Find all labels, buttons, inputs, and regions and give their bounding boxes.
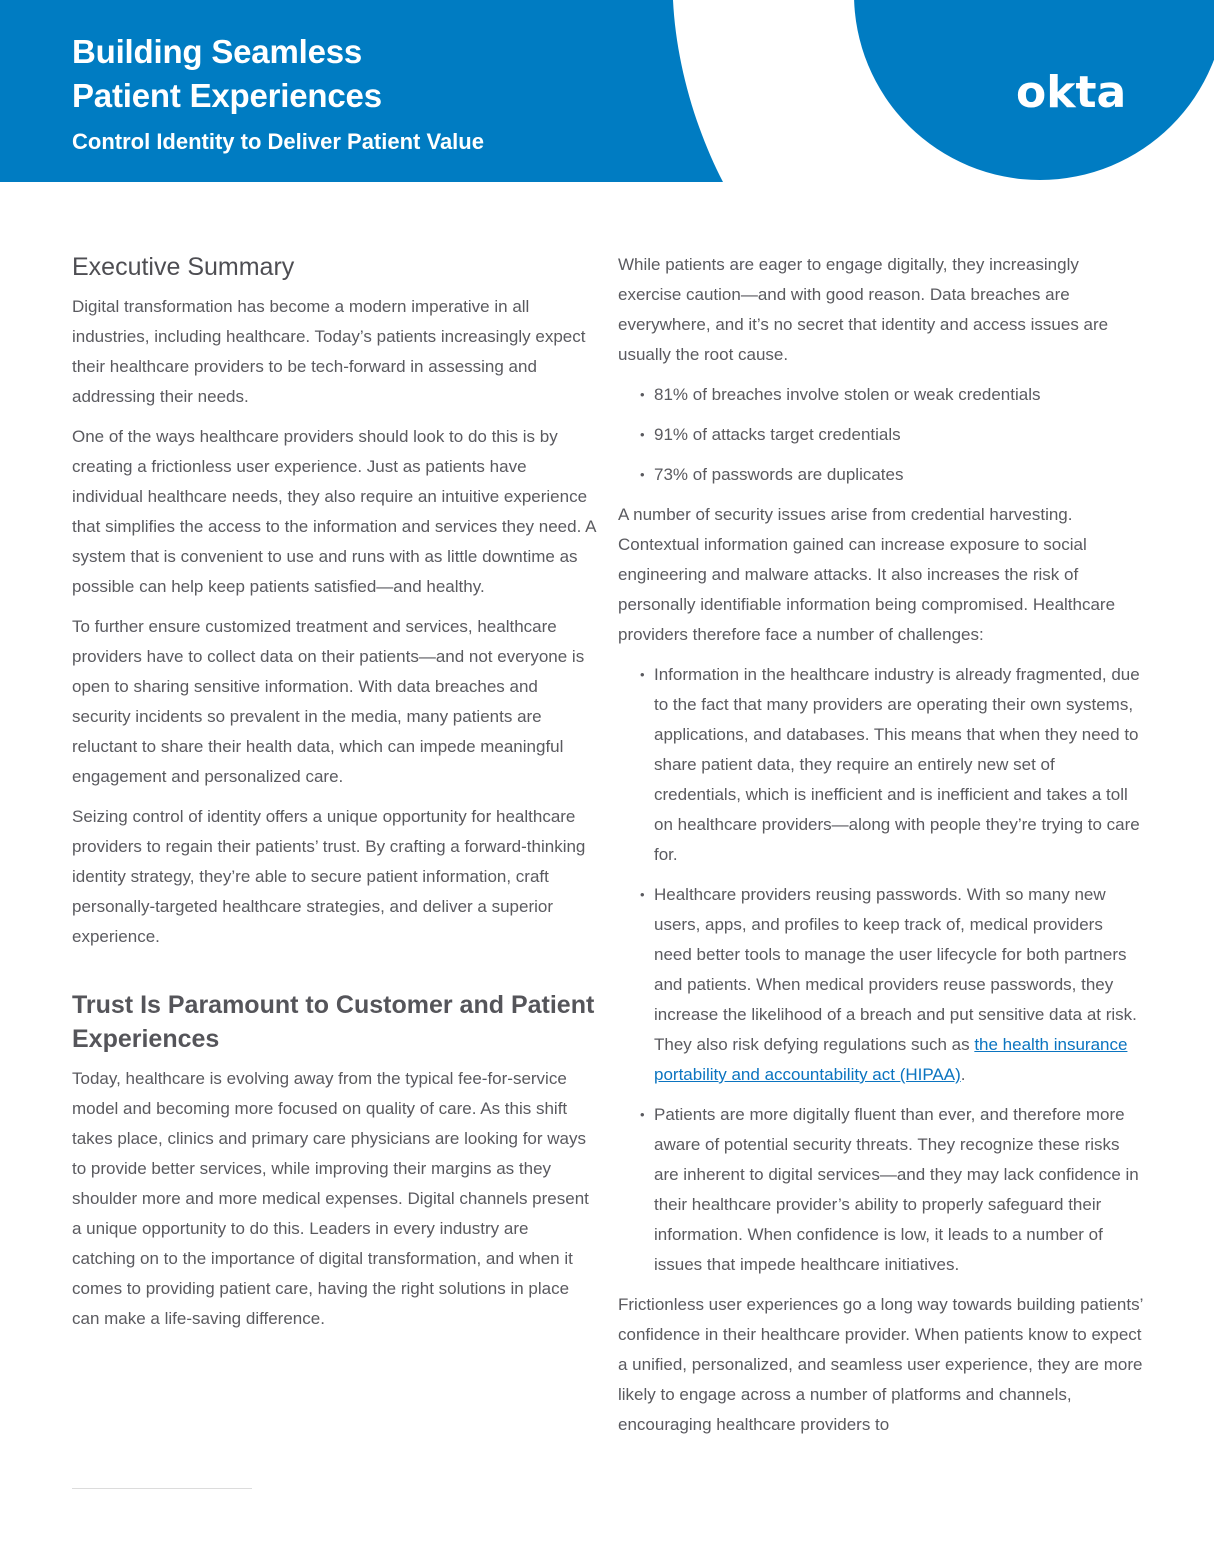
right-column [618,250,1144,1450]
okta-logo: okta [1016,67,1127,118]
document-title [72,30,484,118]
title-line-2: Patient Experiences [72,77,382,114]
challenge-text: Information in the healthcare industry is already fragmented, due to the fact that many providers are operating their own systems, applications, and databases. This means that when they need to share patient data, they require an entirely new set of credentials, which is inefficient and is inefficient and takes a toll on healthcare providers—along with people they’re trying to care for. [654,665,1140,864]
challenges-list [640,660,1144,1280]
challenge-text-end: . [960,1065,966,1084]
executive-summary-heading: Executive Summary [72,253,295,281]
left-column [72,250,596,1344]
stat-item: • 91% of attacks target credentials [640,420,1144,450]
trust-heading: Trust Is Paramount to Customer and Patient Experiences [72,991,595,1053]
hipaa-link[interactable]: the health insurance portability and accountability act (HIPAA) [654,1035,1128,1084]
footnote-divider [72,1488,252,1489]
intro-paragraph: While patients are eager to engage digitally, they increasingly exercise caution—and with good reason. Data breaches are everywhere, and it’s no secret that identity and access issues are usually the root cause. [618,255,1109,364]
paragraph: Digital transformation has become a modern imperative in all industries, including healthcare. Today’s patients increasingly expect their healthcare providers to be tech-forward in assessing and addressing their needs. [72,297,586,406]
paragraph: Seizing control of identity offers a unique opportunity for healthcare providers to regain their patients’ trust. By crafting a forward-thinking identity strategy, they’re able to secure patient information, craft personally-targeted healthcare strategies, and deliver a superior experience. [72,807,586,946]
challenge-item [640,880,1144,1090]
closing-paragraph: Frictionless user experiences go a long way towards building patients’ confidence in their healthcare provider. When patients know to expect a unified, personalized, and seamless user experience, they are more likely to engage across a number of platforms and channels, encouraging healthcare providers to [618,1295,1143,1434]
paragraph: Today, healthcare is evolving away from the typical fee-for-service model and becoming more focused on quality of care. As this shift takes place, clinics and primary care physicians are looking for ways to provide better services, while improving their margins as they shoulder more and more medical expenses. Digital channels present a unique opportunity to do this. Leaders in every industry are catching on to the importance of digital transformation, and when it comes to providing patient care, having the right solutions in place can make a life-saving difference. [72,1069,589,1328]
title-line-1: Building Seamless [72,33,363,70]
challenges-intro: A number of security issues arise from credential harvesting. Contextual information gained can increase exposure to social engineering and malware attacks. It also increases the risk of personally identifiable information being compromised. Healthcare providers therefore face a number of challenges: [618,505,1116,644]
stat-item: • 81% of breaches involve stolen or weak credentials [640,380,1144,410]
challenge-text: Healthcare providers reusing passwords. With so many new users, apps, and profiles to keep track of, medical providers need better tools to manage the user lifecycle for both partners and patients. When medical providers reuse passwords, they increase the likelihood of a breach and put sensitive data at risk. They also risk defying regulations such as [654,885,1137,1054]
stat-item: • 73% of passwords are duplicates [640,460,1144,490]
document-subtitle: Control Identity to Deliver Patient Value [72,129,484,154]
challenge-text: Patients are more digitally fluent than ever, and therefore more aware of potential security threats. They recognize these risks are inherent to digital services—and they may lack confidence in their healthcare provider’s ability to properly safeguard their information. When confidence is low, it leads to a number of issues that impede healthcare initiatives. [654,1105,1139,1274]
stats-list [640,380,1144,490]
challenge-item [640,1100,1144,1280]
challenge-item [640,660,1144,870]
paragraph: To further ensure customized treatment and services, healthcare providers have to collect data on their patients—and not everyone is open to sharing sensitive information. With data breaches and security incidents so prevalent in the media, many patients are reluctant to share their health data, which can impede meaningful engagement and personalized care. [72,617,585,786]
header-text [72,30,484,156]
paragraph: One of the ways healthcare providers should look to do this is by creating a frictionless user experience. Just as patients have individual healthcare needs, they also require an intuitive experience that simplifies the access to the information and services they need. A system that is convenient to use and runs with as little downtime as possible can help keep patients satisfied—and healthy. [72,427,596,596]
